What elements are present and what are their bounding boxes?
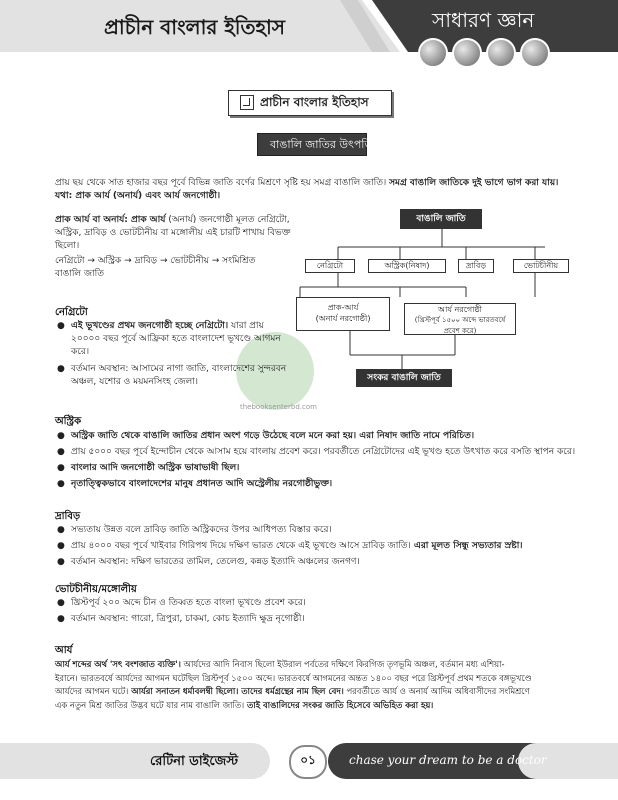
- diagram-result: সংকর বাঙালি জাতি: [356, 369, 452, 387]
- intro-bold: সমগ্র বাঙালি জাতিকে দুই ভাগে ভাগ করা যায়।: [389, 178, 559, 188]
- list-item: ● প্রায় ৪০০০ বছর পূর্বে খাইবার গিরিপথ দিয়ে দক্ষিণ ভারত থেকে এই ভূখণ্ডে আসে দ্রাবিড় জাতি। এরা মূলত সিন্ধু সভ্যতার স্রষ্টা।: [57, 541, 523, 551]
- diagram-branch: নেগ্রিটো: [305, 259, 355, 273]
- aryan-text: আর্যদের আদি নিবাস ছিলো ইউরাল পর্বতের দক্ষিণে কিরগিজ তৃণভূমি অঞ্চল, বর্তমান মধ্য এশিয়া-: [180, 659, 505, 669]
- watermark-text: thebooksenterbd.com: [240, 403, 317, 411]
- austric-text: এরা নিষাদ জাতি নামে পরিচিত।: [356, 431, 475, 441]
- page-number: ০১: [300, 753, 316, 767]
- list-item: ● বর্তমান অবস্থান: দক্ষিণ ভারতের তামিল, তেলেগু, কন্নড় ইত্যাদি অঞ্চলের জনগণ।: [57, 557, 360, 567]
- pre-aryan-chain-end: বাঙালি জাতি: [55, 269, 104, 279]
- diagram-pre-aryan: [296, 297, 390, 331]
- pre-aryan-lead-rest: (অনার্য) জনগোষ্ঠী মূলত নেগ্রিটো,: [165, 215, 290, 225]
- list-item: ● নৃতাত্ত্বিকভাবে বাংলাদেশের মানুষ প্রধানত আদি অস্ট্রেলীয় নরগোষ্ঠীভুক্ত।: [57, 479, 333, 489]
- pre-aryan-chain: নেগ্রিটো → অস্ট্রিক → দ্রাবিড় → ভোটচীনীয় → সংমিশ্রিত: [55, 256, 256, 266]
- globe-icon: [520, 38, 550, 68]
- diagram-root: বাঙালি জাতি: [400, 209, 482, 229]
- list-item: ● সভ্যতায় উন্নত বলে দ্রাবিড় জাতি অস্ট্রিকদের উপর আধিপত্য বিস্তার করে।: [57, 525, 332, 535]
- section-heading: অস্ট্রিক: [55, 416, 82, 427]
- section-heading: আর্য: [55, 645, 73, 656]
- pre-aryan-line: অস্ট্রিক, দ্রাবিড় ও ভোটচীনীয় বা মঙ্গোলীয় এই চারটি শাখায় বিভক্ত: [55, 228, 291, 238]
- aryan-text: পরবর্তীতে আর্য ও অনার্য আদিম অধিবাসীদের সংমিশ্রণে: [343, 686, 530, 696]
- negrito-text: যারা প্রায়: [228, 321, 264, 331]
- aryan-bold: তাই বাঙালিদের সংকর জাতি হিসেবে অভিহিত করা হয়।: [244, 699, 434, 710]
- diagram-pre-aryan-note: (অনার্য নরগোষ্ঠী): [315, 314, 371, 323]
- subject-title: সাধারণ জ্ঞান: [432, 8, 535, 32]
- section-heading: দ্রাবিড়: [55, 511, 81, 522]
- dravidian-bold: এরা মূলত সিন্ধু সভ্যতার স্রষ্টা।: [410, 541, 523, 551]
- diagram-branch: ভোটচীনীয়: [513, 259, 569, 273]
- dravidian-text: সভ্যতায় উন্নত বলে দ্রাবিড় জাতি অস্ট্রিকদের উপর আধিপত্য বিস্তার করে।: [71, 525, 332, 535]
- mongoloid-bullets: [57, 597, 577, 626]
- pre-aryan-lead: প্রাক আর্য বা অনার্য: প্রাক আর্য: [55, 215, 166, 225]
- intro-text: প্রায় ছয় থেকে সাত হাজার বছর পূর্বে বিভিন্ন জাতি বর্ণের মিশ্রণে সৃষ্টি হয় সমগ্র বাঙালি জাতি।: [55, 178, 387, 188]
- negrito-bold: এই ভূখণ্ডের প্রথম জনগোষ্ঠী হচ্ছে নেগ্রিটো।: [71, 321, 229, 331]
- list-item: ● অস্ট্রিক জাতি থেকে বাঙালি জাতির প্রধান অংশ গড়ে উঠেছে বলে মনে করা হয়। এরা নিষাদ জাতি নামে পরিচিত।: [57, 431, 475, 441]
- aryan-bold: আর্যরা সনাতন ধর্মাবলম্বী ছিলো। তাদের ধর্মগ্রন্থের নাম ছিল বেদ।: [128, 686, 344, 696]
- mongoloid-text: খ্রিস্টপূর্ব ২০০ অব্দে চীন ও তিব্বত হতে বাংলা ভূখণ্ডে প্রবেশ করে।: [71, 598, 306, 608]
- aryan-text: ইরানে। ভারতবর্ষে আর্যদের আগমন ঘটেছিল খ্রিস্টপূর্ব ১৫০০ অব্দে। ভারতবর্ষে আগমনের অন্তত ১৪০০ বছর পরে খ্রিস্টপূর্ব প্রথম শতকে বঙ্গভূখণ্ডে: [55, 672, 532, 683]
- book-icon: [240, 95, 254, 110]
- page-title: প্রাচীন বাংলার ইতিহাস: [260, 95, 369, 109]
- aryan-text: আর্যদের আগমন ঘটে।: [55, 686, 129, 696]
- diagram-aryan-note-2: প্রবেশ করে): [443, 327, 477, 335]
- intro-bold-2: যথা: প্রাক আর্য (অনার্য) এবং আর্য জনগোষ্ঠী।: [55, 191, 221, 201]
- mongoloid-text: বর্তমান অবস্থান: গারো, ত্রিপুরা, চাকমা, কোচ ইত্যাদি ক্ষুদ্র নৃগোষ্ঠী।: [71, 614, 305, 624]
- diagram-branch: অস্ট্রিক(নিষাদ): [368, 259, 446, 273]
- austric-text: নৃতাত্ত্বিকভাবে বাংলাদেশের মানুষ প্রধানত আদি অস্ট্রেলীয় নরগোষ্ঠীভুক্ত।: [71, 479, 333, 489]
- negrito-text: বর্তমান অবস্থান: আসামের নাগা জাতি, বাংলাদেশের সুন্দরবন: [71, 364, 287, 374]
- diagram-aryan: [404, 303, 516, 335]
- list-item: ● বর্তমান অবস্থান: আসামের নাগা জাতি, বাংলাদেশের সুন্দরবন অঞ্চল, যশোর ও ময়মনসিংহ জেলা।: [57, 363, 297, 389]
- aryan-bold: আর্য শব্দের অর্থ 'সৎ বংশজাত ব্যক্তি'।: [55, 659, 181, 669]
- pre-aryan-line: ছিলো।: [55, 241, 80, 251]
- austric-bullets: [57, 430, 577, 491]
- pre-aryan-paragraph: [55, 214, 305, 281]
- austric-text: বাংলার আদি জনগোষ্ঠী অস্ট্রিক ভাষাভাষী ছিল।: [71, 463, 240, 473]
- austric-text: অস্ট্রিক জাতি থেকে বাঙালি জাতির প্রধান অংশ গড়ে উঠেছে বলে মনে করা হয়।: [71, 431, 357, 441]
- publisher-name: রেটিনা ডাইজেস্ট: [150, 754, 239, 769]
- list-item: ● বাংলার আদি জনগোষ্ঠী অস্ট্রিক ভাষাভাষী ছিল।: [57, 463, 240, 473]
- dravidian-bullets: [57, 524, 577, 569]
- negrito-text: অঞ্চল, যশোর ও ময়মনসিংহ জেলা।: [71, 377, 199, 387]
- globe-icon: [452, 38, 482, 68]
- diagram-branch: দ্রাবিড়: [458, 259, 494, 273]
- list-item: ● বর্তমান অবস্থান: গারো, ত্রিপুরা, চাকমা, কোচ ইত্যাদি ক্ষুদ্র নৃগোষ্ঠী।: [57, 614, 305, 624]
- diagram-pre-aryan-label: প্রাক-আর্য: [327, 303, 359, 312]
- intro-paragraph: [55, 177, 575, 203]
- list-item: ● প্রায় ৫০০০ বছর পূর্বে ইন্দোচীন থেকে আসাম হয়ে বাংলায় প্রবেশ করে। পরবর্তীতে নেগ্রিটোদের এই ভূখণ্ড হতে উৎখাত করে বসতি স্থাপন করে।: [57, 447, 576, 457]
- diagram-aryan-label: আর্য নরগোষ্ঠী: [438, 305, 482, 314]
- negrito-text: করে।: [71, 347, 90, 357]
- footer-tagline: chase your dream to be a doctor: [349, 753, 547, 767]
- section-heading: নেগ্রিটো: [55, 307, 88, 318]
- dravidian-text: বর্তমান অবস্থান: দক্ষিণ ভারতের তামিল, তেলেগু, কন্নড় ইত্যাদি অঞ্চলের জনগণ।: [71, 557, 360, 567]
- austric-text: প্রায় ৫০০০ বছর পূর্বে ইন্দোচীন থেকে আসাম হয়ে বাংলায় প্রবেশ করে। পরবর্তীতে নেগ্রিটোদের এই ভূখণ্ড হতে উৎখাত করে বসতি স্থাপন করে।: [71, 447, 576, 457]
- chapter-title: প্রাচীন বাংলার ইতিহাস: [104, 15, 286, 39]
- negrito-text: ২০০০০ বছর পূর্বে আফ্রিকা হতে বাংলাদেশ ভূখণ্ডে আগমন: [71, 334, 281, 344]
- list-item: ● খ্রিস্টপূর্ব ২০০ অব্দে চীন ও তিব্বত হতে বাংলা ভূখণ্ডে প্রবেশ করে।: [57, 598, 306, 608]
- dravidian-text: প্রায় ৪০০০ বছর পূর্বে খাইবার গিরিপথ দিয়ে দক্ষিণ ভারত থেকে এই ভূখণ্ডে আসে দ্রাবিড় জাতি।: [71, 541, 411, 551]
- aryan-text: এক নতুন মিশ্র জাতির উদ্ভব ঘটে যার নাম বাঙালি জাতি।: [55, 699, 245, 710]
- section-title: বাঙালি জাতির উৎপত্তি: [270, 138, 373, 151]
- negrito-bullets: [57, 320, 297, 389]
- globe-icon: [418, 38, 448, 68]
- section-heading: ভোটচীনীয়/মঙ্গোলীয়: [55, 584, 137, 595]
- list-item: ● এই ভূখণ্ডের প্রথম জনগোষ্ঠী হচ্ছে নেগ্রিটো। যারা প্রায় ২০০০০ বছর পূর্বে আফ্রিকা হতে বাংলাদেশ ভূখণ্ডে আগমন করে।: [57, 320, 297, 359]
- aryan-paragraph: [55, 658, 580, 712]
- globe-icon: [486, 38, 516, 68]
- diagram-aryan-note: (খ্রিস্টপূর্ব ১৫০০ অব্দে ভারতবর্ষে: [414, 316, 506, 324]
